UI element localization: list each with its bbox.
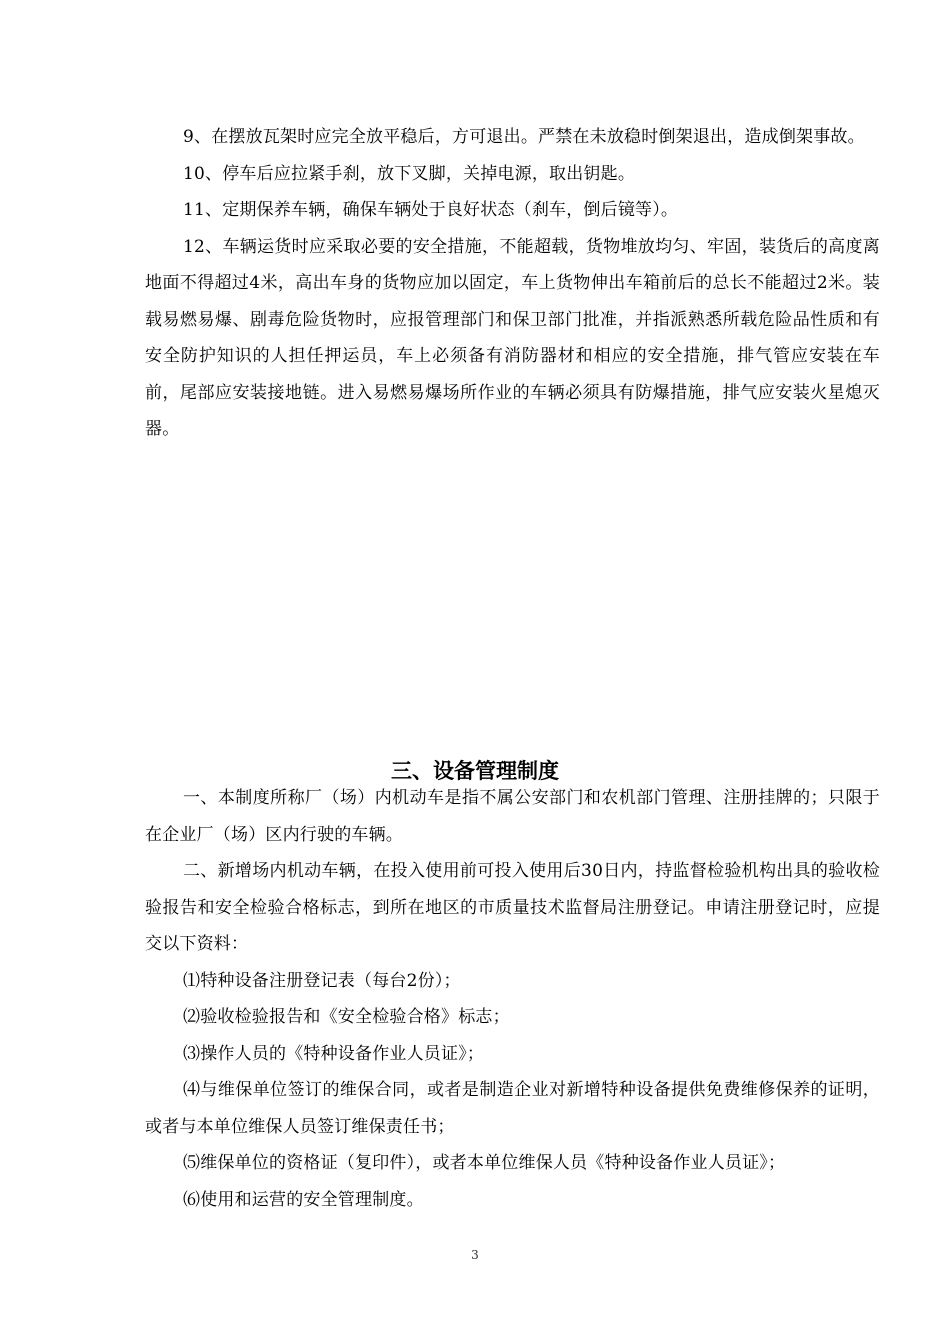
list-item-3: ⑶操作人员的《特种设备作业人员证》； [183,1043,485,1064]
list-item-5: ⑸维保单位的资格证（复印件），或者本单位维保人员《特种设备作业人员证》； [183,1153,786,1173]
equipment-management-section [145,780,880,1218]
list-item-1: ⑴特种设备注册登记表（每台2份）； [183,970,461,991]
rule-11: 11、定期保养车辆，确保车辆处于良好状态（刹车，倒后镜等）。 [183,200,679,220]
page-number: 3 [471,1248,479,1262]
list-item-4: ⑷与维保单位签订的维保合同，或者是制造企业对新增特种设备提供免费维修保养的证明，或者与本单位维保人员签订维保责任书； [145,1080,880,1137]
rule-10: 10、停车后应拉紧手刹，放下叉脚，关掉电源，取出钥匙。 [183,163,636,184]
clause-2: 二、新增场内机动车辆，在投入使用前可投入使用后30日内，持监督检验机构出具的验收检验报告和安全检验合格标志，到所在地区的市质量技术监督局注册登记。申请注册登记时，应提交以下资料： [145,861,880,954]
safety-rules-continued [145,119,880,448]
section-heading: 三、设备管理制度 [391,759,559,783]
rule-12: 12、车辆运货时应采取必要的安全措施，不能超载，货物堆放均匀、牢固，装货后的高度离地面不得超过4米，高出车身的货物应加以固定，车上货物伸出车箱前后的总长不能超过2米。装载易燃易爆、剧毒危险货物时，应报管理部门和保卫部门批准，并指派熟悉所载危险品性质和有安全防护知识的人担任押运员，车上必须备有消防器材和相应的安全措施，排气管应安装在车前，尾部应安装接地链。进入易燃易爆场所作业的车辆必须具有防爆措施，排气应安装火星熄灭器。 [145,236,880,439]
list-item-2: ⑵验收检验报告和《安全检验合格》标志； [183,1007,510,1027]
list-item-6: ⑹使用和运营的安全管理制度。 [183,1189,424,1210]
clause-1: 一、本制度所称厂（场）内机动车是指不属公安部门和农机部门管理、注册挂牌的；只限于在企业厂（场）区内行驶的车辆。 [145,788,880,845]
rule-9: 9、在摆放瓦架时应完全放平稳后，方可退出。严禁在未放稳时倒架退出，造成倒架事故。 [183,127,865,147]
